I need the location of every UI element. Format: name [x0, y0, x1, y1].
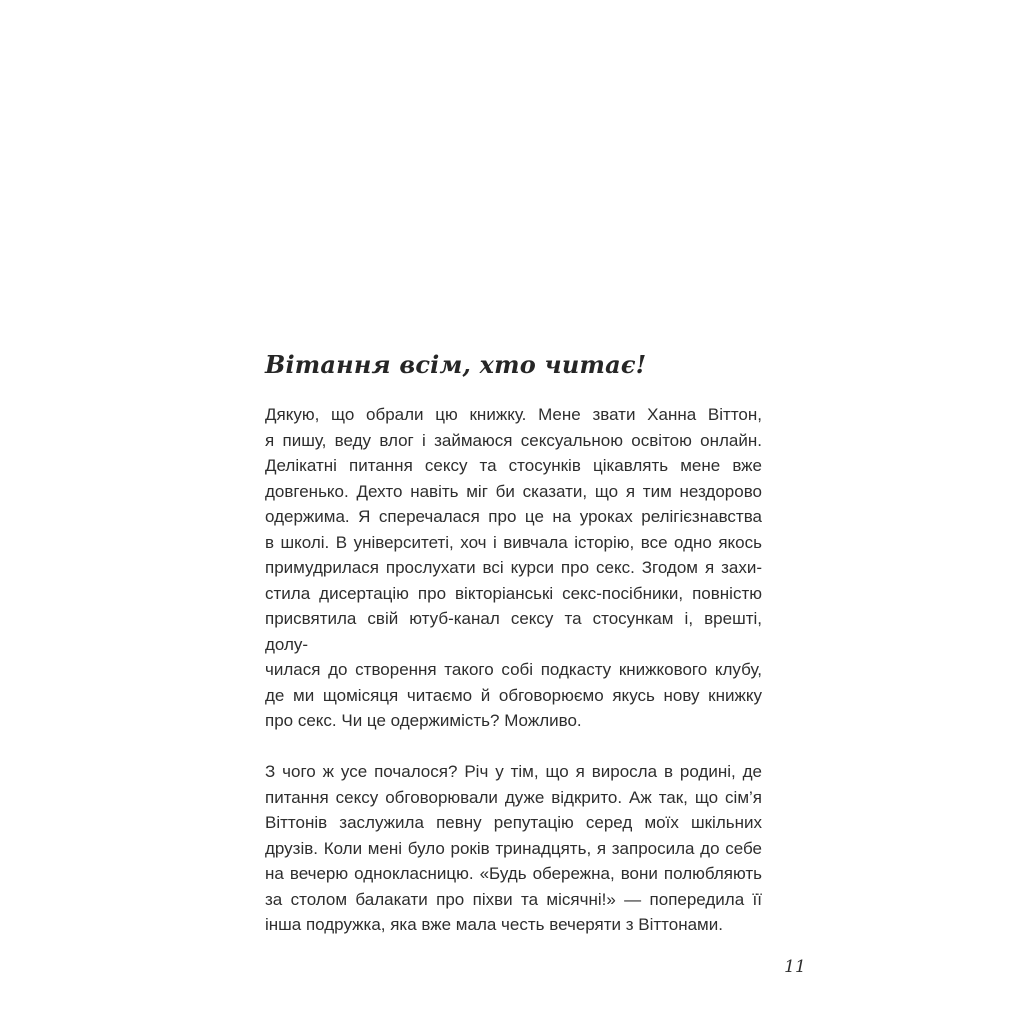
text-line: про секс. Чи це одержимість? Можливо.	[265, 711, 582, 730]
text-line: Делікатні питання сексу та стосунків цікавлять мене вже	[265, 456, 762, 475]
text-line: я пишу, веду влог і займаюся сексуальною освітою онлайн.	[265, 430, 762, 450]
body-paragraph-2	[265, 759, 762, 938]
text-line: примудрилася прослухати всі курси про секс. Згодом я захи-	[265, 558, 762, 577]
text-line: стила дисертацію про вікторіанські секс-посібники, повністю	[265, 583, 762, 603]
text-line: друзів. Коли мені було років тринадцять, я запросила до себе	[265, 838, 762, 858]
text-line: питання сексу обговорювали дуже відкрито. Аж так, що сім’я	[265, 787, 762, 807]
page-content	[265, 352, 762, 938]
text-line: присвятила свій ютуб-канал сексу та стосункам і, врешті, долу-	[265, 609, 762, 654]
body-paragraph-1	[265, 402, 762, 734]
page-number: 11	[784, 957, 806, 977]
text-line: одержима. Я сперечалася про це на уроках релігієзнавства	[265, 507, 762, 526]
text-line: Віттонів заслужила певну репутацію серед моїх шкільних	[265, 813, 762, 832]
text-line: довгенько. Дехто навіть міг би сказати, що я тим нездорово	[265, 481, 762, 501]
text-line: в школі. В університеті, хоч і вивчала історію, все одно якось	[265, 532, 762, 552]
chapter-heading: Вітання всім, хто читає!	[265, 350, 647, 379]
text-line: на вечерю однокласницю. «Будь обережна, вони полюбляють	[265, 864, 762, 883]
text-line: чилася до створення такого собі подкасту книжкового клубу,	[265, 660, 762, 679]
text-line: Дякую, що обрали цю книжку. Мене звати Ханна Віттон,	[265, 405, 762, 424]
text-line: за столом балакати про піхви та місячні!» — попередила її	[265, 889, 762, 909]
text-line: інша подружка, яка вже мала честь вечеряти з Віттонами.	[265, 915, 723, 934]
text-line: де ми щомісяця читаємо й обговорюємо якусь нову книжку	[265, 685, 762, 705]
text-line: З чого ж усе почалося? Річ у тім, що я виросла в родині, де	[265, 762, 762, 781]
